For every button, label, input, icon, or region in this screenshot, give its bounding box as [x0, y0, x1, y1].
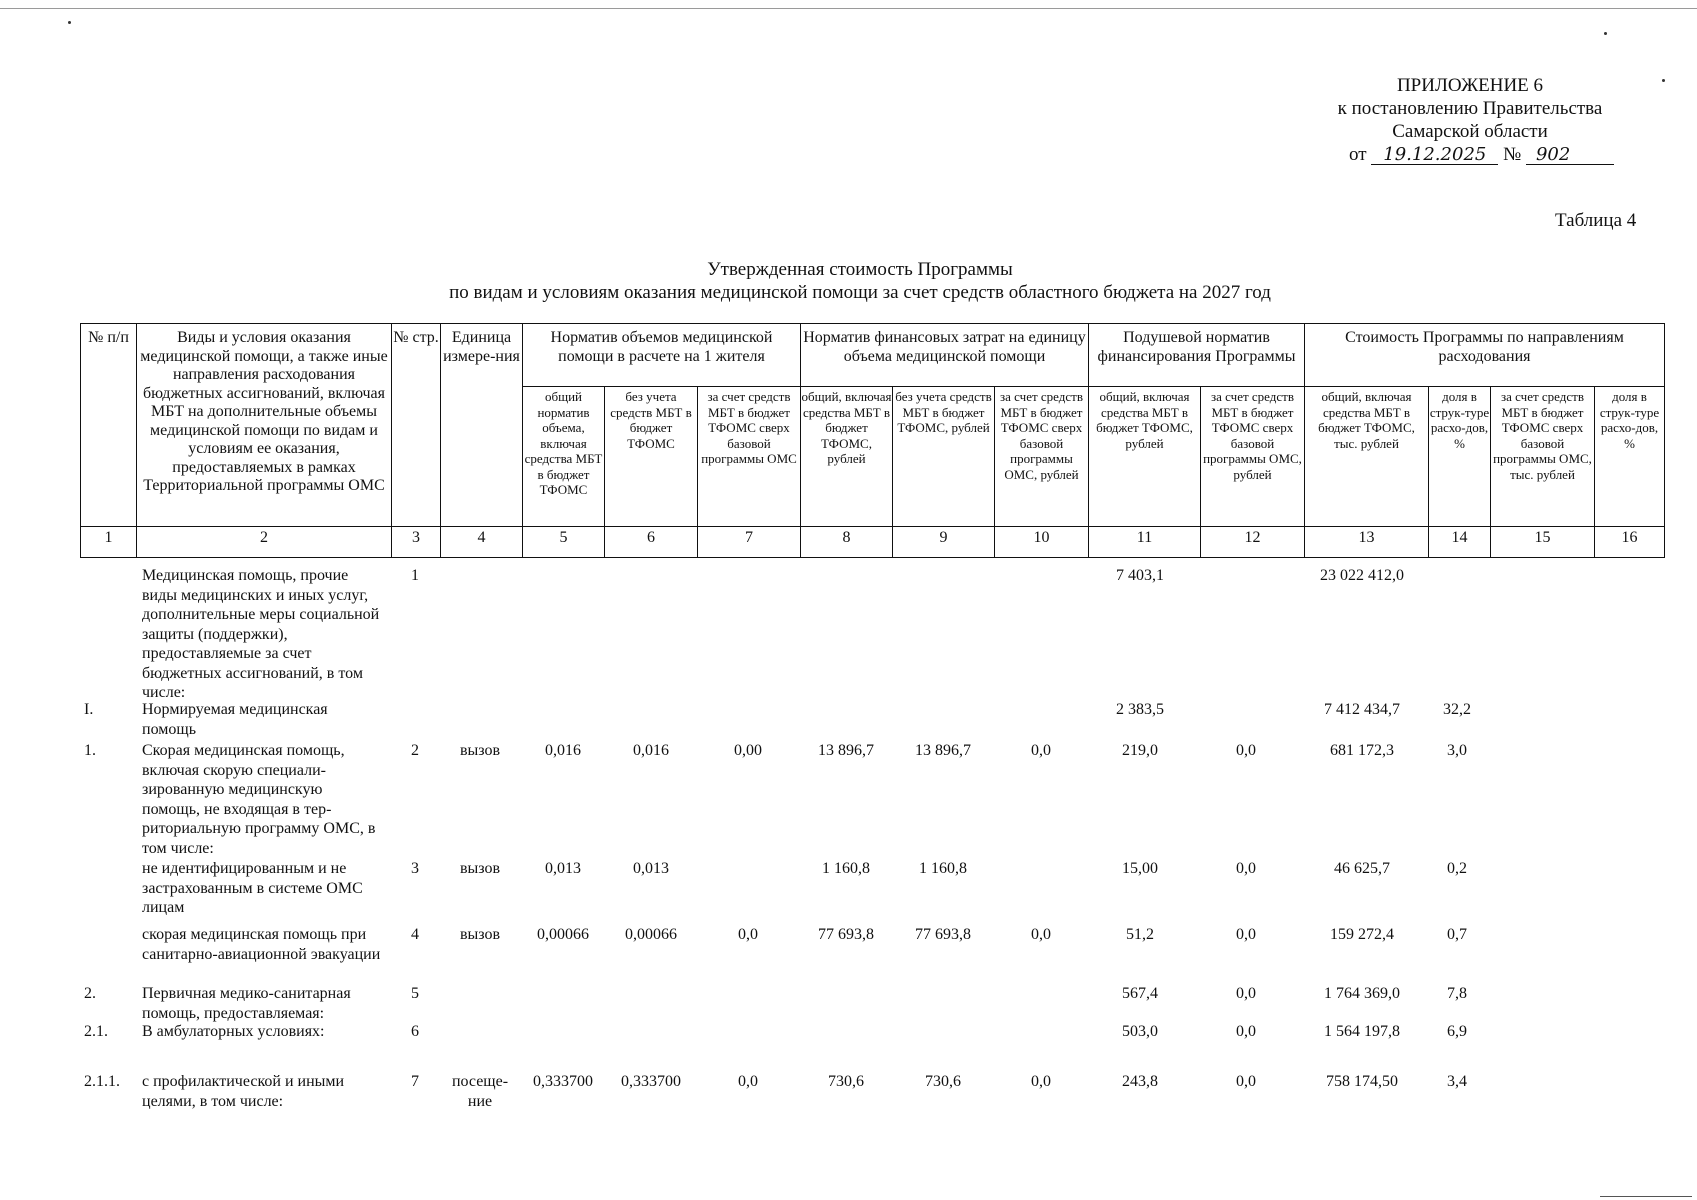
scan-speck	[68, 21, 71, 24]
row-total-cost: 159 272,4	[1330, 926, 1394, 943]
header-sub-6: без учета средств МБТ в бюджет ТФОМС	[605, 387, 698, 527]
row-number: I.	[84, 701, 94, 718]
header-col-name: Виды и условия оказания медицинской помощи, а также иные направления расходования бюджетных ассигнований, включая МБТ на дополнительные объемы медицинской помощи по видам и условиям ее оказания, предоставляемых в рамках Территориальной программы ОМС	[137, 324, 392, 527]
row-str: 7	[411, 1073, 419, 1090]
row-percapita-total: 51,2	[1126, 926, 1154, 943]
row-percapita-mbt: 0,0	[1236, 926, 1256, 943]
row-volume-excl-mbt: 0,00066	[625, 926, 677, 943]
row-name: с профилактической и иными целями, в том числе:	[142, 1073, 345, 1110]
handwritten-number: 902	[1526, 145, 1614, 165]
row-unit: вызов	[459, 860, 501, 877]
col-number: 1	[81, 527, 137, 558]
row-unit: вызов	[459, 926, 501, 943]
title-line2: по видам и условиям оказания медицинской помощи за счет средств областного бюджета на 2027 год	[449, 282, 1271, 303]
header-sub-10: за счет средств МБТ в бюджет ТФОМС сверх базовой программы ОМС, рублей	[995, 387, 1089, 527]
handwritten-date: 19.12.2025	[1371, 145, 1498, 165]
row-volume-total: 0,00066	[537, 926, 589, 943]
row-unit: вызов	[459, 742, 501, 759]
header-sub-7: за счет средств МБТ в бюджет ТФОМС сверх базовой программы ОМС	[698, 387, 801, 527]
col-number: 12	[1201, 527, 1305, 558]
row-percapita-mbt: 0,0	[1236, 1023, 1256, 1040]
row-str: 5	[411, 985, 419, 1002]
scan-speck	[1662, 79, 1665, 82]
row-name: Медицинская помощь, прочие виды медицинских и иных услуг, дополнительные меры социальной защиты (поддержки), предоставляемые за счет бюджетных ассигнований, в том числе:	[142, 567, 380, 701]
table-label: Таблица 4	[1555, 210, 1637, 231]
row-str: 6	[411, 1023, 419, 1040]
row-name: Первичная медико-санитарная помощь, предоставляемая:	[142, 985, 351, 1022]
row-name: Нормируемая медицинская помощь	[142, 701, 328, 738]
number-label: №	[1503, 144, 1522, 165]
col-number: 9	[893, 527, 995, 558]
row-percapita-total: 7 403,1	[1116, 567, 1164, 584]
header-number-row	[81, 527, 1665, 558]
row-percapita-mbt: 0,0	[1236, 742, 1256, 759]
row-volume-total: 0,333700	[533, 1073, 593, 1090]
row-percapita-mbt: 0,0	[1236, 860, 1256, 877]
row-cost-mbt: 0,0	[1031, 742, 1051, 759]
col-number: 15	[1491, 527, 1595, 558]
row-total-cost: 1 564 197,8	[1324, 1023, 1400, 1040]
col-number: 6	[605, 527, 698, 558]
header-col-no: № п/п	[81, 324, 137, 527]
row-cost-excl-mbt: 77 693,8	[915, 926, 971, 943]
col-number: 3	[392, 527, 441, 558]
row-total-cost: 758 174,50	[1326, 1073, 1398, 1090]
row-number: 2.1.	[84, 1023, 108, 1040]
row-number: 1.	[84, 742, 96, 759]
row-name: В амбулаторных условиях:	[142, 1023, 325, 1040]
row-percapita-total: 2 383,5	[1116, 701, 1164, 718]
row-share: 6,9	[1447, 1023, 1467, 1040]
row-volume-total: 0,016	[545, 742, 581, 759]
row-volume-total: 0,013	[545, 860, 581, 877]
row-cost-mbt: 0,0	[1031, 926, 1051, 943]
col-number: 2	[137, 527, 392, 558]
header-sub-14: доля в струк-туре расхо-дов, %	[1429, 387, 1491, 527]
row-number: 2.	[84, 985, 96, 1002]
header-sub-13: общий, включая средства МБТ в бюджет ТФОМС, тыс. рублей	[1305, 387, 1429, 527]
row-name: Скорая медицинская помощь, включая скорую специали-зированную медицинскую помощь, не входящая в тер-риториальную программу ОМС, в том числе:	[142, 742, 376, 857]
row-unit: посеще-ние	[451, 1073, 509, 1110]
document-title	[320, 258, 1400, 304]
table-header	[80, 323, 1665, 558]
row-cost-total: 1 160,8	[822, 860, 870, 877]
row-name: скорая медицинская помощь при санитарно-авиационной эвакуации	[142, 926, 381, 963]
row-volume-mbt: 0,0	[738, 1073, 758, 1090]
row-volume-mbt: 0,00	[734, 742, 762, 759]
row-str: 1	[411, 567, 419, 584]
row-percapita-mbt: 0,0	[1236, 1073, 1256, 1090]
header-col-str: № стр.	[392, 324, 441, 527]
header-sub-15: за счет средств МБТ в бюджет ТФОМС сверх базовой программы ОМС, тыс. рублей	[1491, 387, 1595, 527]
row-cost-mbt: 0,0	[1031, 1073, 1051, 1090]
row-volume-excl-mbt: 0,013	[633, 860, 669, 877]
row-percapita-total: 219,0	[1122, 742, 1158, 759]
row-str: 3	[411, 860, 419, 877]
row-cost-excl-mbt: 13 896,7	[915, 742, 971, 759]
appendix-title: ПРИЛОЖЕНИЕ 6	[1396, 75, 1544, 96]
row-share: 3,0	[1447, 742, 1467, 759]
row-number: 2.1.1.	[84, 1073, 120, 1090]
row-volume-mbt: 0,0	[738, 926, 758, 943]
col-number: 13	[1305, 527, 1429, 558]
row-volume-excl-mbt: 0,333700	[621, 1073, 681, 1090]
col-number: 7	[698, 527, 801, 558]
from-label: от	[1349, 144, 1367, 165]
header-group-cost: Норматив финансовых затрат на единицу объема медицинской помощи	[801, 324, 1089, 387]
header-sub-9: без учета средств МБТ в бюджет ТФОМС, рублей	[893, 387, 995, 527]
row-percapita-total: 503,0	[1122, 1023, 1158, 1040]
header-sub-5: общий норматив объема, включая средства МБТ в бюджет ТФОМС	[523, 387, 605, 527]
appendix-signature-line	[1300, 143, 1640, 166]
row-total-cost: 681 172,3	[1330, 742, 1394, 759]
row-cost-total: 13 896,7	[818, 742, 874, 759]
row-name: не идентифицированным и не застрахованным в системе ОМС лицам	[142, 860, 363, 916]
header-sub-11: общий, включая средства МБТ в бюджет ТФОМС, рублей	[1089, 387, 1201, 527]
header-group-total: Стоимость Программы по направлениям расходования	[1305, 324, 1665, 387]
row-total-cost: 46 625,7	[1334, 860, 1390, 877]
row-percapita-total: 243,8	[1122, 1073, 1158, 1090]
header-sub-16: доля в струк-туре расхо-дов, %	[1595, 387, 1665, 527]
col-number: 8	[801, 527, 893, 558]
header-group-volume: Норматив объемов медицинской помощи в расчете на 1 жителя	[523, 324, 801, 387]
row-share: 3,4	[1447, 1073, 1467, 1090]
top-scan-border	[0, 8, 1697, 9]
row-total-cost: 1 764 369,0	[1324, 985, 1400, 1002]
row-percapita-total: 567,4	[1122, 985, 1158, 1002]
scan-speck	[1604, 32, 1607, 35]
col-number: 16	[1595, 527, 1665, 558]
col-number: 14	[1429, 527, 1491, 558]
row-cost-excl-mbt: 1 160,8	[919, 860, 967, 877]
header-sub-12: за счет средств МБТ в бюджет ТФОМС сверх базовой программы ОМС, рублей	[1201, 387, 1305, 527]
col-number: 11	[1089, 527, 1201, 558]
row-share: 0,2	[1447, 860, 1467, 877]
row-str: 4	[411, 926, 419, 943]
title-line1: Утвержденная стоимость Программы	[707, 259, 1013, 280]
appendix-line2: Самарской области	[1392, 121, 1548, 142]
row-percapita-mbt: 0,0	[1236, 985, 1256, 1002]
row-volume-excl-mbt: 0,016	[633, 742, 669, 759]
row-cost-total: 77 693,8	[818, 926, 874, 943]
header-group-percapita: Подушевой норматив финансирования Программы	[1089, 324, 1305, 387]
row-total-cost: 7 412 434,7	[1324, 701, 1400, 718]
scan-edge-mark	[1600, 1196, 1692, 1197]
header-sub-8: общий, включая средства МБТ в бюджет ТФОМС, рублей	[801, 387, 893, 527]
col-number: 10	[995, 527, 1089, 558]
row-cost-excl-mbt: 730,6	[925, 1073, 961, 1090]
header-col-unit: Единица измере-ния	[441, 324, 523, 527]
row-str: 2	[411, 742, 419, 759]
row-total-cost: 23 022 412,0	[1320, 567, 1404, 584]
col-number: 4	[441, 527, 523, 558]
col-number: 5	[523, 527, 605, 558]
row-cost-total: 730,6	[828, 1073, 864, 1090]
row-percapita-total: 15,00	[1122, 860, 1158, 877]
row-share: 0,7	[1447, 926, 1467, 943]
appendix-block	[1300, 74, 1640, 166]
appendix-line1: к постановлению Правительства	[1337, 98, 1603, 119]
row-share: 7,8	[1447, 985, 1467, 1002]
row-share: 32,2	[1443, 701, 1471, 718]
